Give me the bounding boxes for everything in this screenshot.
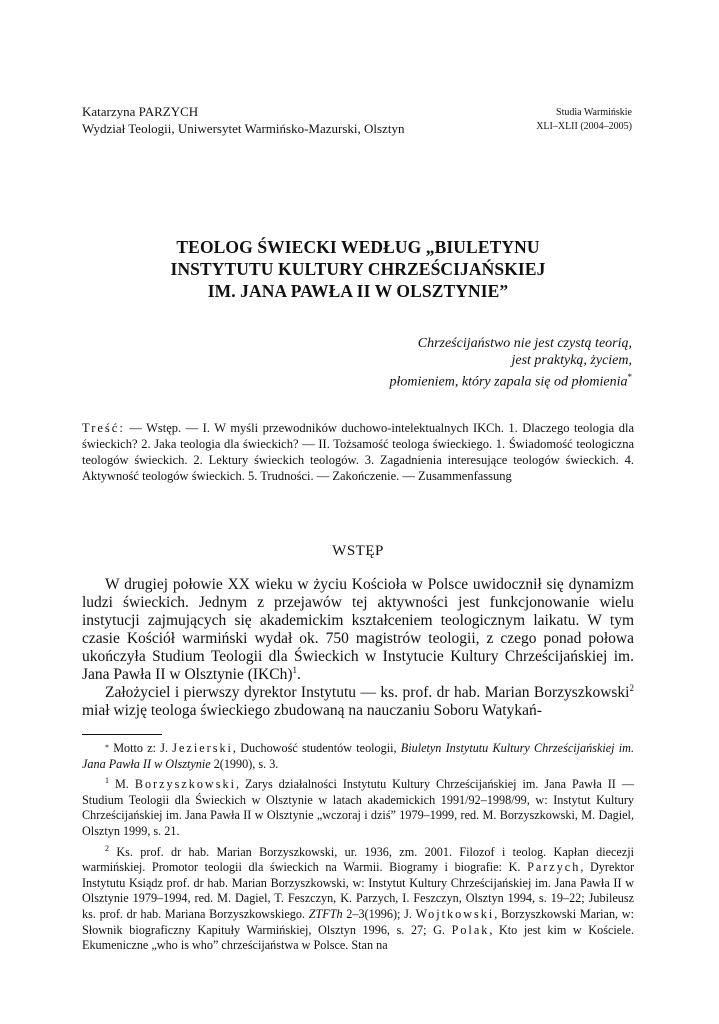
footnote-star-author: Jezierski xyxy=(172,741,233,755)
footnote-divider xyxy=(82,734,162,735)
footnote-star-work: , Duchowość studentów teologii, xyxy=(232,741,401,755)
motto-line-2: jest praktyką, życiem, xyxy=(511,353,632,368)
footnote-star-journal: Biuletyn Instytutu Kultury Chrześcijańskiej im. Jana Pawła II w Olsztynie xyxy=(82,741,634,771)
footnote-ref-1[interactable]: 1 xyxy=(292,664,297,675)
footnote-1-text: M. xyxy=(109,777,135,792)
footnote-2-journal: ZTFTh xyxy=(308,907,343,922)
section-heading: WSTĘP xyxy=(332,543,384,559)
article-title xyxy=(82,236,634,302)
paragraph-1-end: . xyxy=(296,666,301,683)
paragraph-1 xyxy=(82,576,634,684)
title-line-3: IM. JANA PAWŁA II W OLSZTYNIE” xyxy=(207,281,509,301)
author-name: Katarzyna PARZYCH xyxy=(82,104,199,119)
contents-label: Treść: xyxy=(82,421,125,435)
footnote-star-mark: * xyxy=(105,743,109,752)
paragraph-2 xyxy=(82,684,634,720)
paragraph-2-text-b: miał wizję teologa świeckiego zbudowaną na nauczaniu Soboru Watykań- xyxy=(82,702,542,719)
footnote-ref-2[interactable]: 2 xyxy=(629,682,634,693)
footnote-2 xyxy=(82,841,634,954)
footnote-2-author-3: Polak xyxy=(451,922,490,937)
author-affiliation: Wydział Teologii, Uniwersytet Warmińsko-Mazurski, Olsztyn xyxy=(82,121,405,136)
footnote-1-author: Borzyszkowski xyxy=(134,777,236,792)
contents-text: — Wstęp. — I. W myśli przewodników duchowo-intelektualnych IKCh. 1. Dlaczego teologia dla świeckich? 2. Jaka teologia dla świeckich? — II. Tożsamość teologa świeckiego. 1. Świadomość teologiczna teologów świeckich. 2. Lektury świeckich teologów. 3. Zagadnienia interesujące teologów świeckich. 4. Aktywność teologów świeckich. 5. Trudności. — Zakończenie. — Zusammenfassung xyxy=(82,421,634,483)
paragraph-1-text: W drugiej połowie XX wieku w życiu Kościoła w Polsce uwidocznił się dynamizm ludzi świeckich. Jednym z przejawów tej aktywności jest funkcjonowanie wielu instytucji zajmujących się akademickim kształceniem teologicznym laikatu. W tym czasie Kościół warmiński wydał ok. 750 magistrów teologii, z czego ponad połowa ukończyła Studium Teologii dla Świeckich w Instytucie Kultury Chrześcijańskiej im. Jana Pawła II w Olsztynie (IKCh) xyxy=(82,576,634,683)
footnote-1-mark: 1 xyxy=(105,776,109,786)
paragraph-2-text-a: Założyciel i pierwszy dyrektor Instytutu — ks. prof. dr hab. Marian Borzyszkowski xyxy=(105,684,630,701)
title-line-1: TEOLOG ŚWIECKI WEDŁUG „BIULETYNU xyxy=(176,237,540,257)
table-of-contents xyxy=(82,420,634,484)
title-line-2: INSTYTUTU KULTURY CHRZEŚCIJAŃSKIEJ xyxy=(170,259,546,279)
motto-line-3-text: płomieniem, który zapala się od płomienia xyxy=(389,374,628,390)
footnote-2-text-a: Ks. prof. dr hab. Marian Borzyszkowski, ur. 1936, zm. 2001. Filozof i teolog. Kapłan diecezji warmińskiej. Promotor teologii dla świeckich na Warmii. Biogramy i biografie: K. xyxy=(82,844,634,875)
motto-footnote-mark: * xyxy=(627,372,632,382)
footnote-1-citation: , Zarys działalności Instytutu Kultury Chrześcijańskiej im. Jana Pawła II — Studium Teologii dla Świeckich w Olsztynie w latach akademickich 1991/92–1998/99, w: Instytut Kultury Chrześcijańskiej im. Jana Pawła II w Olsztynie „wczoraj i dziś” 1979–1999, red. M. Borzyszkowski, M. Dagiel, Olsztyn 1999, s. 21. xyxy=(82,777,635,839)
motto-line-1: Chrześcijaństwo nie jest czystą teorią, xyxy=(417,336,632,351)
footnote-2-text-c: 2–3(1996); J. xyxy=(342,907,416,922)
footnote-1 xyxy=(82,773,634,839)
footnote-2-text-e: , Kto jest kim w Kościele. Ekumeniczne „who is who” chrześcijaństwa w Polsce. Stan na xyxy=(82,922,634,953)
footnote-star-issue: 2(1990), s. 3. xyxy=(210,756,279,771)
footnote-2-mark: 2 xyxy=(105,843,109,853)
motto xyxy=(390,335,632,391)
body-text xyxy=(82,576,634,720)
journal-block xyxy=(536,106,632,134)
footnote-2-text-b: , Dyrektor Instytutu Ksiądz prof. dr hab. Marian Borzyszkowski, w: Instytut Kultury Chrześcijańskiej im. Jana Pawła II w Olsztynie 1979–1994, red. M. Dagiel, T. Feszczyn, K. Parzych, I. Feszczyn, Olsztyn 1994, s. 19–22; Jubileusz ks. prof. dr hab. Mariana Borzyszkowskiego. xyxy=(82,860,635,922)
footnote-2-text-d: , Borzyszkowski Marian, w: Słownik biograficzny Kapituły Warmińskiej, Olsztyn 1996, s. 27; G. xyxy=(82,907,634,937)
author-block xyxy=(82,103,404,137)
footnote-star-text: Motto z: J. xyxy=(109,741,173,755)
journal-volume: XLI–XLII (2004–2005) xyxy=(536,121,632,132)
footnotes xyxy=(82,741,634,955)
footnote-star xyxy=(82,741,634,772)
journal-name: Studia Warmińskie xyxy=(556,107,632,118)
motto-line-3 xyxy=(390,369,632,391)
footnote-2-author-2: Wojtkowski xyxy=(415,907,495,922)
footnote-2-author-1: Parzych xyxy=(527,860,581,875)
